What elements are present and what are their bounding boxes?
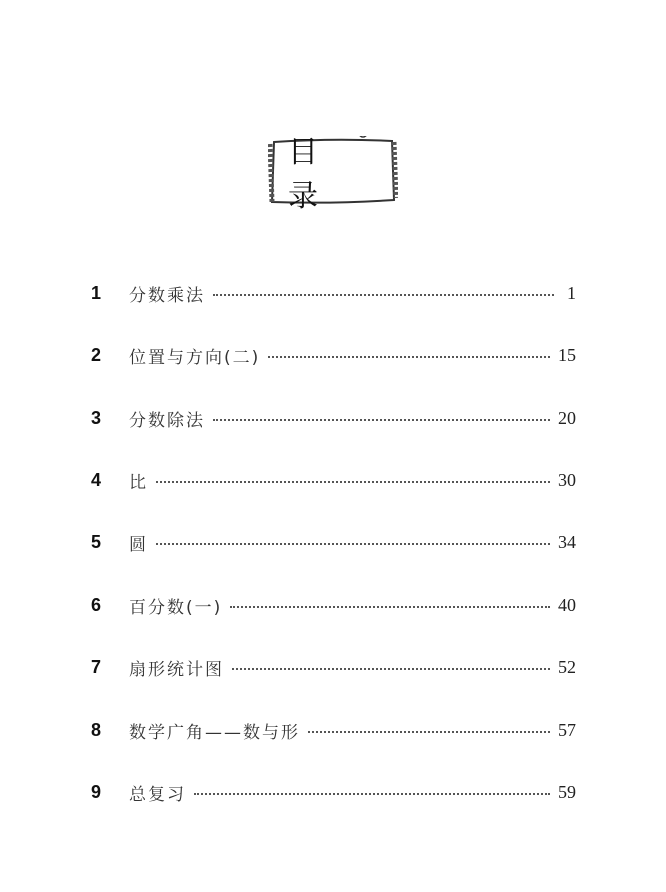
page-number: 52: [558, 656, 576, 677]
leader-dots: [232, 667, 550, 670]
chapter-title: 圆: [129, 534, 148, 555]
page-number: 34: [558, 531, 576, 552]
page-number: 40: [558, 594, 576, 615]
page-number: 1: [567, 282, 576, 303]
chapter-number: 6: [91, 594, 102, 615]
leader-dots: [156, 542, 550, 545]
page-title: 目 录: [288, 135, 338, 214]
leader-dots: [213, 418, 550, 421]
chapter-number: 1: [91, 282, 102, 303]
toc-row[interactable]: [91, 778, 576, 806]
chapter-title: 位置与方向(二): [129, 347, 261, 368]
chapter-title: 比: [129, 472, 148, 493]
toc-row[interactable]: [91, 528, 576, 556]
leader-dots: [308, 730, 550, 733]
toc-row[interactable]: [91, 341, 576, 369]
chapter-number: 5: [91, 531, 102, 552]
leader-dots: [194, 792, 550, 795]
leader-dots: [268, 355, 550, 358]
leader-dots: [156, 480, 550, 483]
chapter-number: 2: [91, 344, 102, 365]
toc-row[interactable]: [91, 466, 576, 494]
page-number: 20: [558, 407, 576, 428]
chapter-title: 扇形统计图: [129, 659, 224, 680]
leader-dots: [230, 605, 550, 608]
chapter-number: 8: [91, 719, 102, 740]
toc-row[interactable]: [91, 279, 576, 307]
chapter-number: 3: [91, 407, 102, 428]
toc-row[interactable]: [91, 591, 576, 619]
chapter-number: 4: [91, 469, 102, 490]
page-number: 30: [558, 469, 576, 490]
chapter-number: 7: [91, 656, 102, 677]
chapter-title: 分数乘法: [129, 285, 205, 306]
title-frame: [268, 135, 398, 214]
toc-row[interactable]: [91, 653, 576, 681]
leader-dots: [213, 293, 554, 296]
chapter-title: 百分数(一): [129, 597, 223, 618]
toc-row[interactable]: [91, 716, 576, 744]
chapter-title: 数学广角——数与形: [129, 722, 300, 743]
chapter-title: 总复习: [129, 784, 186, 805]
page-number: 57: [558, 719, 576, 740]
chapter-number: 9: [91, 781, 102, 802]
chapter-title: 分数除法: [129, 410, 205, 431]
toc-row[interactable]: [91, 404, 576, 432]
page-number: 59: [558, 781, 576, 802]
page-number: 15: [558, 344, 576, 365]
